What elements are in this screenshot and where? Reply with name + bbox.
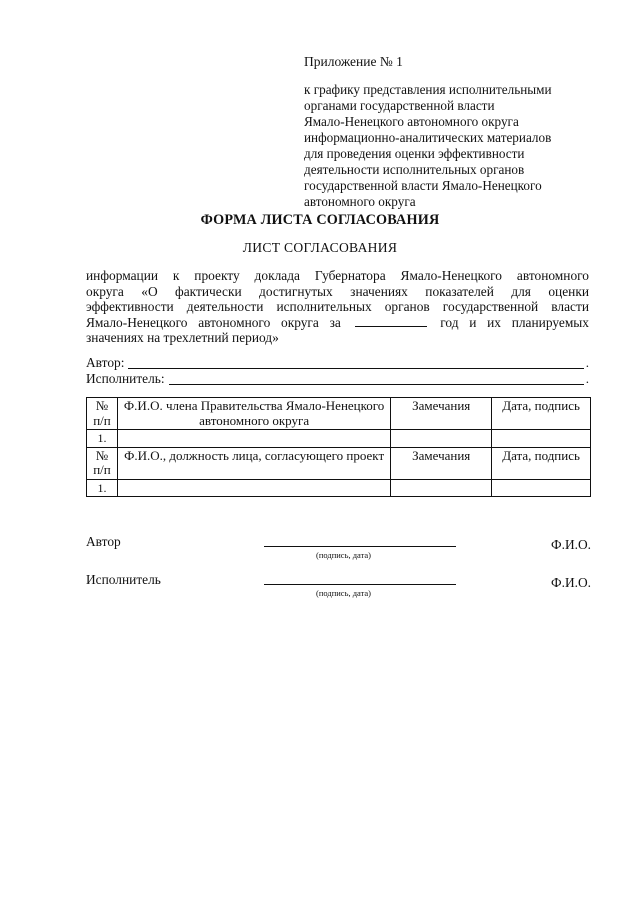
remarks-cell[interactable] [391,430,492,448]
col-header-name: Ф.И.О., должность лица, согласующего проект [117,447,390,479]
row-number: 1. [87,479,118,497]
executor-signature-label: Исполнитель [86,572,161,587]
executor-signature-name: Ф.И.О. [551,575,591,590]
executor-field-label: Исполнитель: [86,371,165,386]
table-header-row [87,447,591,479]
approval-table [86,397,591,497]
sheet-title: ЛИСТ СОГЛАСОВАНИЯ [242,240,398,255]
executor-field [86,371,589,387]
col-header-remarks: Замечания [391,447,492,479]
col-header-name: Ф.И.О. члена Правительства Ямало-Ненецкого автономного округа [117,398,390,430]
info-line: значениях на трехлетний период» [86,330,279,346]
name-cell[interactable] [117,430,390,448]
col-header-date: Дата, подпись [492,398,591,430]
author-signature-name: Ф.И.О. [551,537,591,552]
row-number: 1. [87,430,118,448]
col-header-date: Дата, подпись [492,447,591,479]
col-header-num: № п/п [87,447,118,479]
author-field [86,355,589,371]
appendix-note [304,82,594,210]
executor-signature-caption: (подпись, дата) [316,588,372,598]
info-line: информации к проекту доклада Губернатора Ямало-Ненецкого автономного [86,268,589,283]
appendix-note-line: к графику представления исполнительными [304,82,552,97]
executor-signature-line[interactable] [264,584,456,585]
executor-field-dot: . [585,371,589,386]
info-paragraph [86,268,589,346]
executor-field-line[interactable] [169,372,584,385]
col-header-remarks: Замечания [391,398,492,430]
info-line-year-before: Ямало-Ненецкого автономного округа за [86,314,341,330]
form-title: ФОРМА ЛИСТА СОГЛАСОВАНИЯ [200,212,440,228]
author-field-line[interactable] [128,356,583,369]
author-field-label: Автор: [86,355,125,370]
info-line-year [86,315,589,331]
info-line-year-after: год и их планируемых [440,314,589,330]
appendix-note-line: для проведения оценки эффективности [304,146,525,161]
table-header-row [87,398,591,430]
appendix-note-line: государственной власти Ямало-Ненецкого [304,178,542,193]
info-line: округа «О фактически достигнутых значениях показателей для оценки [86,283,589,299]
table-row [87,479,591,497]
col-header-num: № п/п [87,398,118,430]
appendix-title: Приложение № 1 [304,54,403,69]
date-cell[interactable] [492,479,591,497]
author-field-dot: . [585,355,589,370]
remarks-cell[interactable] [391,479,492,497]
author-signature-line[interactable] [264,546,456,547]
appendix-note-line: автономного округа [304,194,416,209]
table-row [87,430,591,448]
author-signature-label: Автор [86,534,121,549]
year-blank-field[interactable] [355,315,427,327]
appendix-note-line: органами государственной власти [304,98,495,113]
date-cell[interactable] [492,430,591,448]
author-signature-caption: (подпись, дата) [316,550,372,560]
appendix-note-line: информационно-аналитических материалов [304,130,552,145]
appendix-note-line: деятельности исполнительных органов [304,162,525,177]
info-line: эффективности деятельности исполнительных органов государственной власти [86,299,589,315]
author-signature-row [86,534,591,574]
name-cell[interactable] [117,479,390,497]
executor-signature-row [86,572,591,612]
appendix-note-line: Ямало-Ненецкого автономного округа [304,114,519,129]
